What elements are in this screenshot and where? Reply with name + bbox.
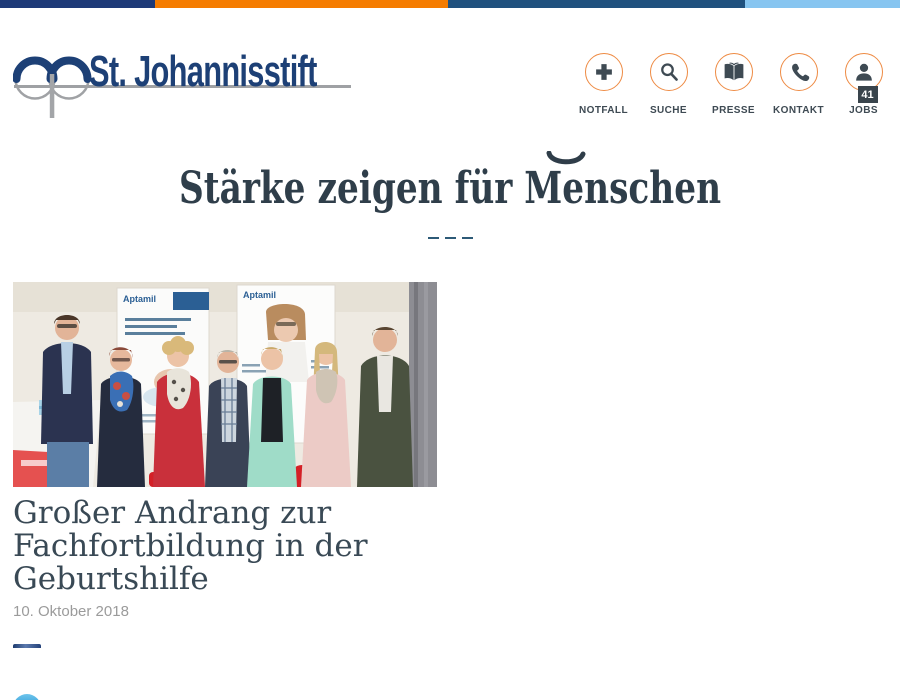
nav-item-jobs[interactable] <box>831 53 896 116</box>
social-share-icon-1-clipped[interactable] <box>13 644 41 648</box>
nav-label-suche: SUCHE <box>649 105 687 116</box>
top-bar-segment-orange <box>155 0 448 8</box>
nav-label-kontakt: KONTAKT <box>773 105 824 116</box>
nav-item-suche[interactable] <box>636 53 701 116</box>
open-book-icon <box>715 53 753 91</box>
nav-label-notfall: NOTFALL <box>579 105 628 116</box>
nav-item-kontakt[interactable] <box>766 53 831 116</box>
nav-item-notfall[interactable] <box>571 53 636 116</box>
article-title-link[interactable]: Großer Andrang zur Fachfortbildung in der Geburtshilfe <box>13 495 368 597</box>
svg-text:Aptamil: Aptamil <box>123 294 157 304</box>
top-bar-segment-steel-blue <box>448 0 745 8</box>
article-photo[interactable] <box>13 282 437 487</box>
logo[interactable] <box>13 45 351 121</box>
site-header <box>0 8 900 148</box>
search-icon <box>650 53 688 91</box>
phone-icon <box>780 53 818 91</box>
jobs-count-badge: 41 <box>858 86 878 103</box>
svg-text:Aptamil: Aptamil <box>243 290 277 300</box>
heading-dash-divider <box>0 237 900 239</box>
heart-cross-icon <box>13 47 101 121</box>
header-quick-nav <box>571 53 896 116</box>
nav-item-presse[interactable] <box>701 53 766 116</box>
social-share-icon-2-clipped[interactable] <box>13 694 41 700</box>
page-heading: Stärke zeigen für Menschen <box>178 163 722 214</box>
nav-label-jobs: JOBS <box>849 105 878 116</box>
article-date: 10. Oktober 2018 <box>13 603 129 620</box>
top-bar-segment-navy <box>0 0 155 8</box>
top-color-bar <box>0 0 900 8</box>
logo-text: St. Johannisstift <box>89 47 317 96</box>
plus-icon <box>585 53 623 91</box>
top-bar-segment-light-blue <box>745 0 900 8</box>
nav-label-presse: PRESSE <box>712 105 755 116</box>
